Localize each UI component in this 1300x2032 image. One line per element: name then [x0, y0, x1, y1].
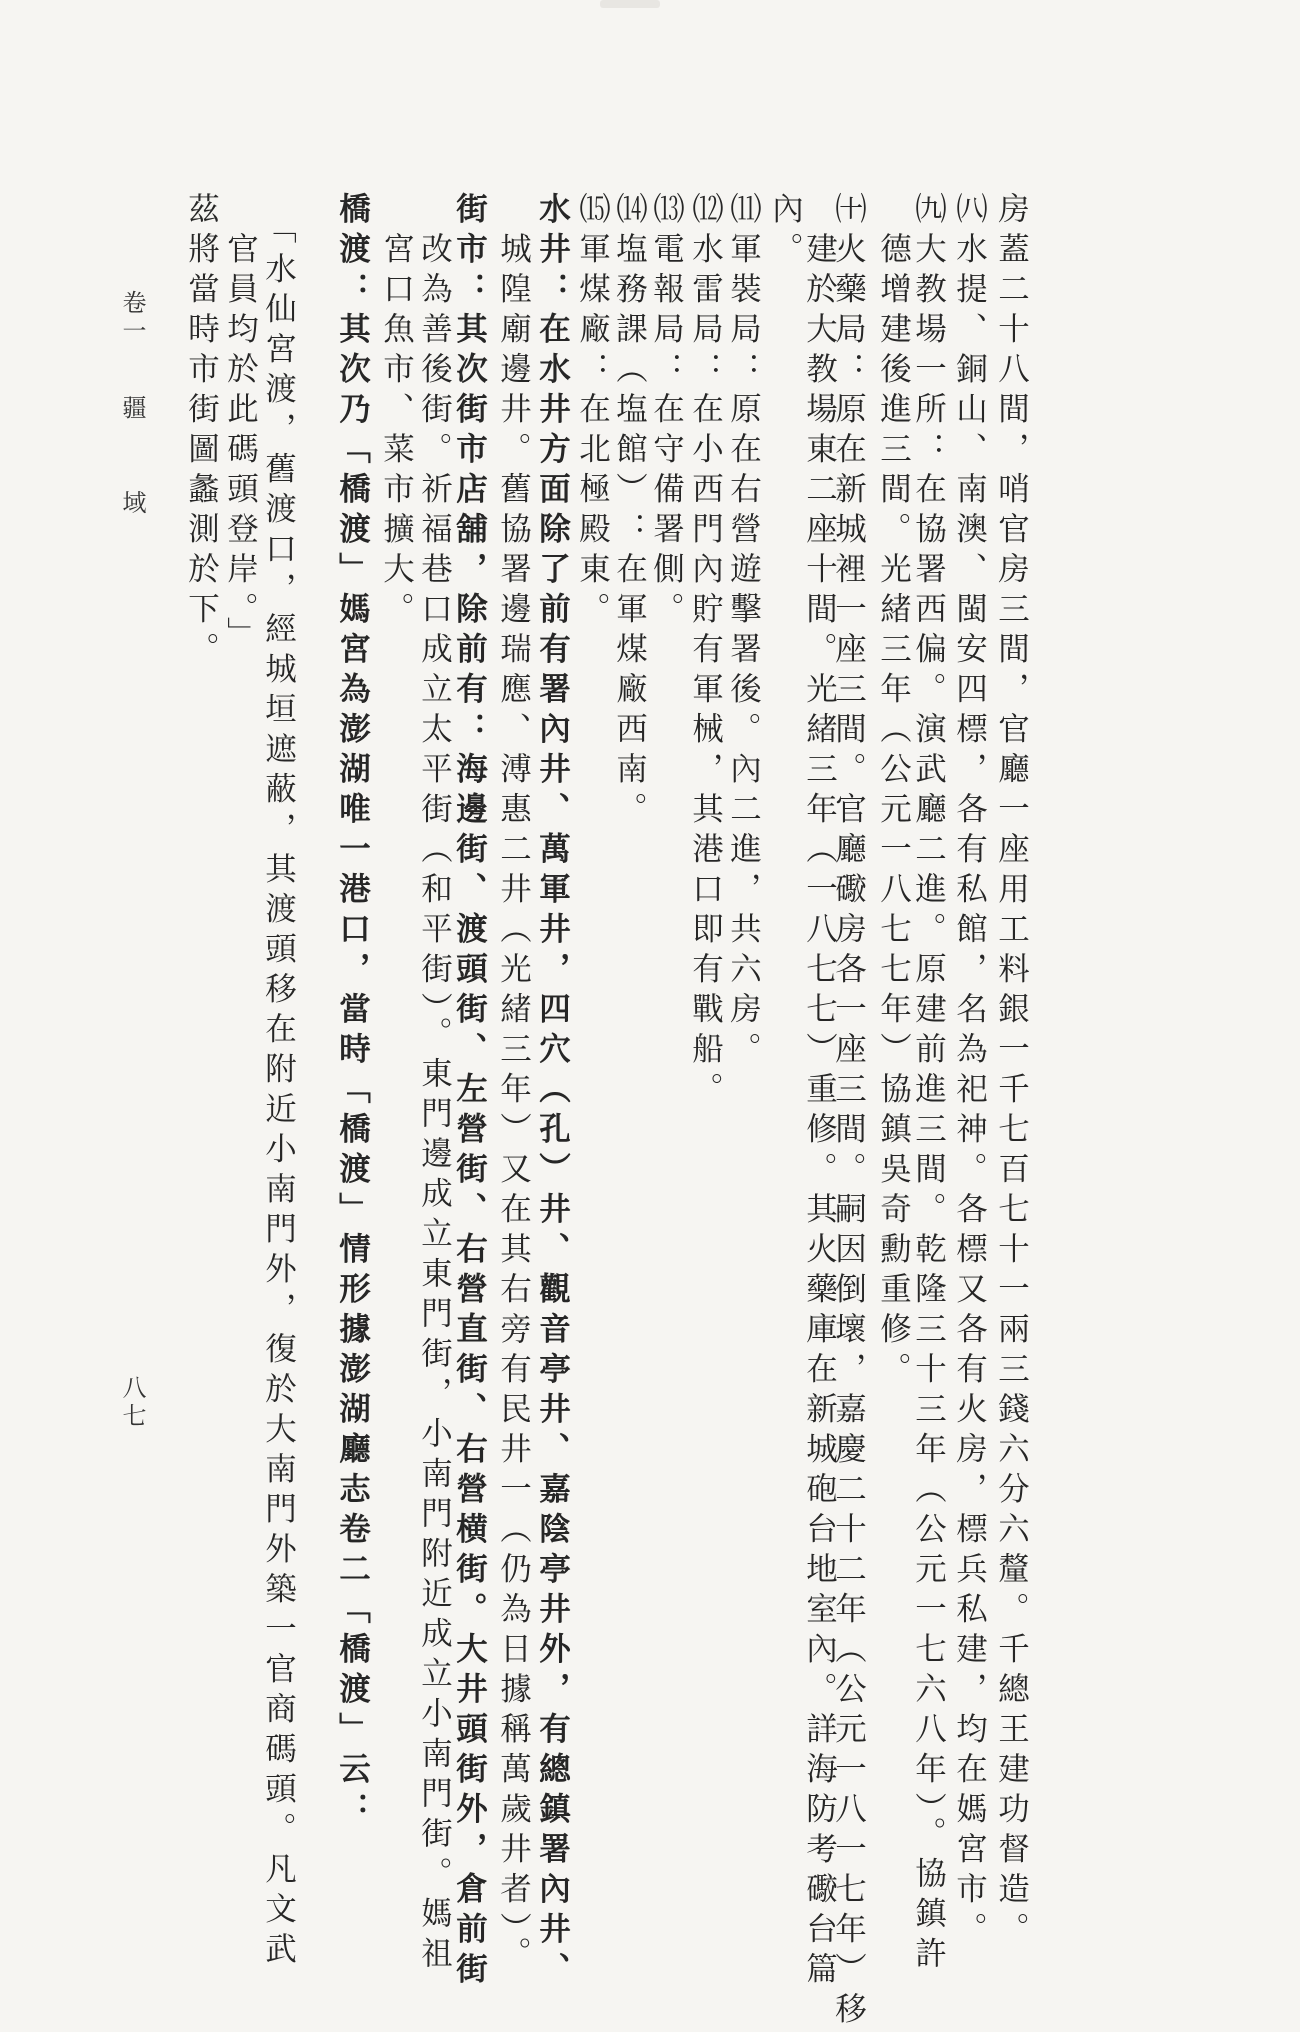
text-column-11: ⒁塩務課（塩館）：在軍煤廠西南。	[611, 192, 648, 832]
text-column-9: ⑿水雷局：在小西門內貯有軍械，其港口即有戰船。	[687, 192, 724, 1112]
text-column-5: ㈩火藥局：原在新城裡一座三間。官廳礮房各一座三間。嗣因倒壞，嘉慶二十二年（公元一八一七年）移	[830, 192, 867, 2032]
text-column-2: ㈧水提、銅山、南澳、閩安四標，各有私館，名為祀神。各標又各有火房，標兵私建，均在媽宮市。	[951, 192, 988, 1952]
text-column-20: 官員均於此碼頭登岸。」	[222, 232, 259, 657]
text-column-12: ⒂軍煤廠：在北極殿東。	[574, 192, 611, 632]
section-water-wells: 水井：在水井方面除了前有署內井、萬軍井，四穴（孔）井、觀音亭井、嘉陰亭井外，有總鎮署內井、	[534, 192, 572, 1992]
section-bridges-ferries: 橋渡：其次乃「橋渡」媽宮為澎湖唯一港口，當時「橋渡」情形據澎湖廳志卷二「橋渡」云：	[334, 192, 372, 1832]
text-column-4: 德增建後進三間。光緒三年（公元一八七七年）協鎮吳奇勳重修。	[875, 232, 912, 1392]
page-number: 八七	[118, 1375, 146, 1431]
text-column-21: 茲將當時市街圖蠡測於下。	[183, 192, 220, 672]
text-column-3: ㈨大教場一所：在協署西偏。演武廳二進。原建前進三間。乾隆三十三年（公元一七六八年）。協鎮許	[910, 192, 947, 1977]
text-column-17: 宮口魚市、菜市擴大。	[378, 232, 415, 632]
scan-mark	[600, 0, 660, 8]
chapter-label-b: 域	[118, 490, 146, 518]
text-column-6: 建於大教場東二座十間。光緒三年（一八七七）重修。其火藥庫在新城砲台地室內。詳海防考礮台篇	[801, 232, 838, 1992]
text-column-1: 房蓋二十八間，哨官房三間，官廳一座用工料銀一千七百七十一兩三錢六分六釐。千總王建功督造。	[993, 192, 1030, 1952]
text-column-7: 內。	[767, 192, 804, 272]
text-column-8: ⑾軍裝局：原在右營遊擊署後。內二進，共六房。	[725, 192, 762, 1072]
text-column-10: ⒀電報局：在守備署側。	[648, 192, 685, 632]
chapter-label-a: 疆	[118, 395, 146, 423]
section-streets-markets: 街市：其次街市店舖，除前有：海邊街、渡頭街、左營街、右營直街、右營横街。大井頭街外，倉前街	[451, 192, 489, 1992]
text-column-19: 「水仙宮渡，舊渡口，經城垣遮蔽，其渡頭移在附近小南門外，復於大南門外築一官商碼頭。凡文武	[260, 212, 297, 1972]
text-column-16: 改為善後街。祈福巷口成立太平街（和平街）。東門邊成立東門街，小南門附近成立小南門街。媽祖	[416, 232, 453, 1977]
volume-label: 卷一	[118, 290, 146, 346]
text-column-14: 城隍廟邊井。舊協署邊瑞應、溥惠二井（光緒三年）又在其右旁有民井一（仍為日據稱萬歲井者）。	[495, 232, 532, 1977]
